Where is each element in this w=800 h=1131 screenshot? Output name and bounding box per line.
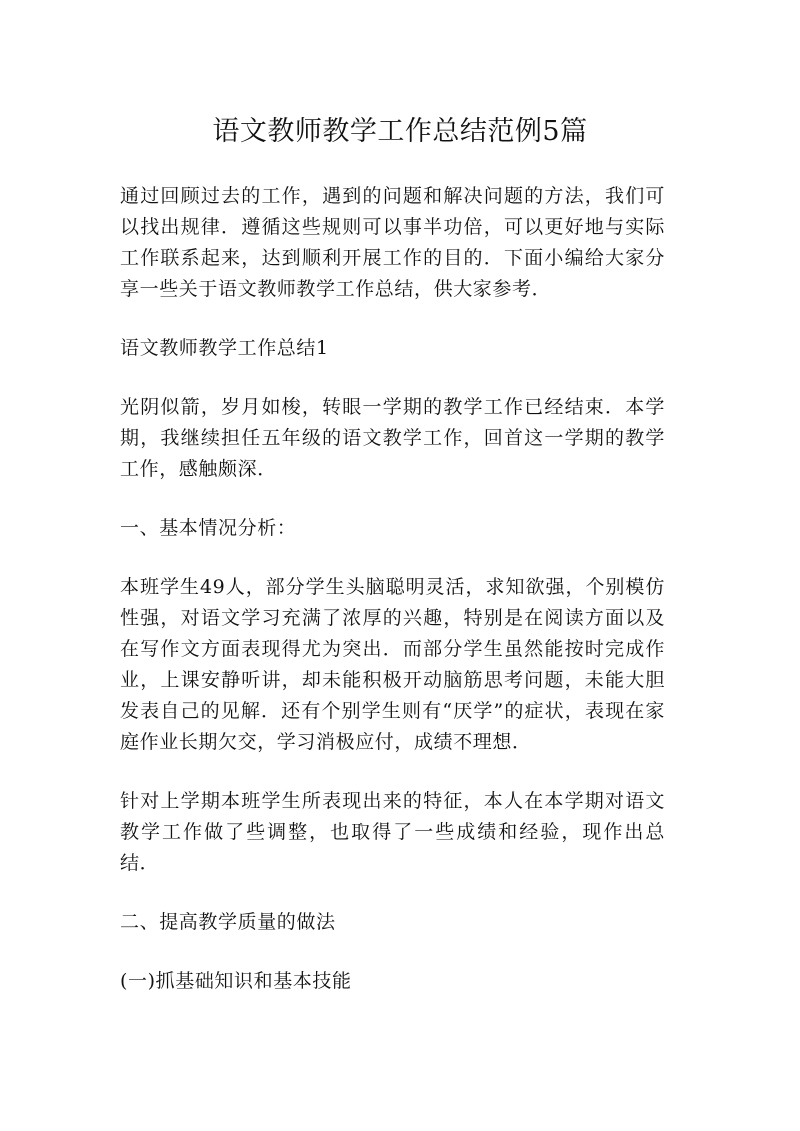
intro-paragraph: 通过回顾过去的工作，遇到的问题和解决问题的方法，我们可以找出规律．遵循这些规则可以事半功倍，可以更好地与实际工作联系起来，达到顺利开展工作的目的．下面小编给大家分享一些关于语文教师教学工作总结，供大家参考． [120,185,665,300]
section-heading-summary-1: 语文教师教学工作总结1 [120,337,329,359]
body-paragraph: 光阴似箭，岁月如梭，转眼一学期的教学工作已经结束．本学期，我继续担任五年级的语文教学工作，回首这一学期的教学工作，感触颇深． [120,396,665,480]
section-heading-improve-quality: 二、提高教学质量的做法 [120,911,336,933]
body-paragraph: 本班学生49人，部分学生头脑聪明灵活，求知欲强，个别模仿性强，对语文学习充满了浓厚的兴趣，特别是在阅读方面以及在写作文方面表现得尤为突出．而部分学生虽然能按时完成作业，上课安静听讲，却未能积极开动脑筋思考问题，未能大胆发表自己的见解．还有个别学生则有“厌学”的症状，表现在家庭作业长期欠交，学习消极应付，成绩不理想． [120,576,665,753]
document-body [120,181,665,1025]
section-heading-basic-analysis: 一、基本情况分析： [120,517,297,539]
subsection-heading-basics: (一)抓基础知识和基本技能 [120,970,352,992]
body-paragraph: 针对上学期本班学生所表现出来的特征，本人在本学期对语文教学工作做了些调整，也取得了一些成绩和经验，现作出总结． [120,790,665,874]
document-title: 语文教师教学工作总结范例5篇 [212,116,588,147]
